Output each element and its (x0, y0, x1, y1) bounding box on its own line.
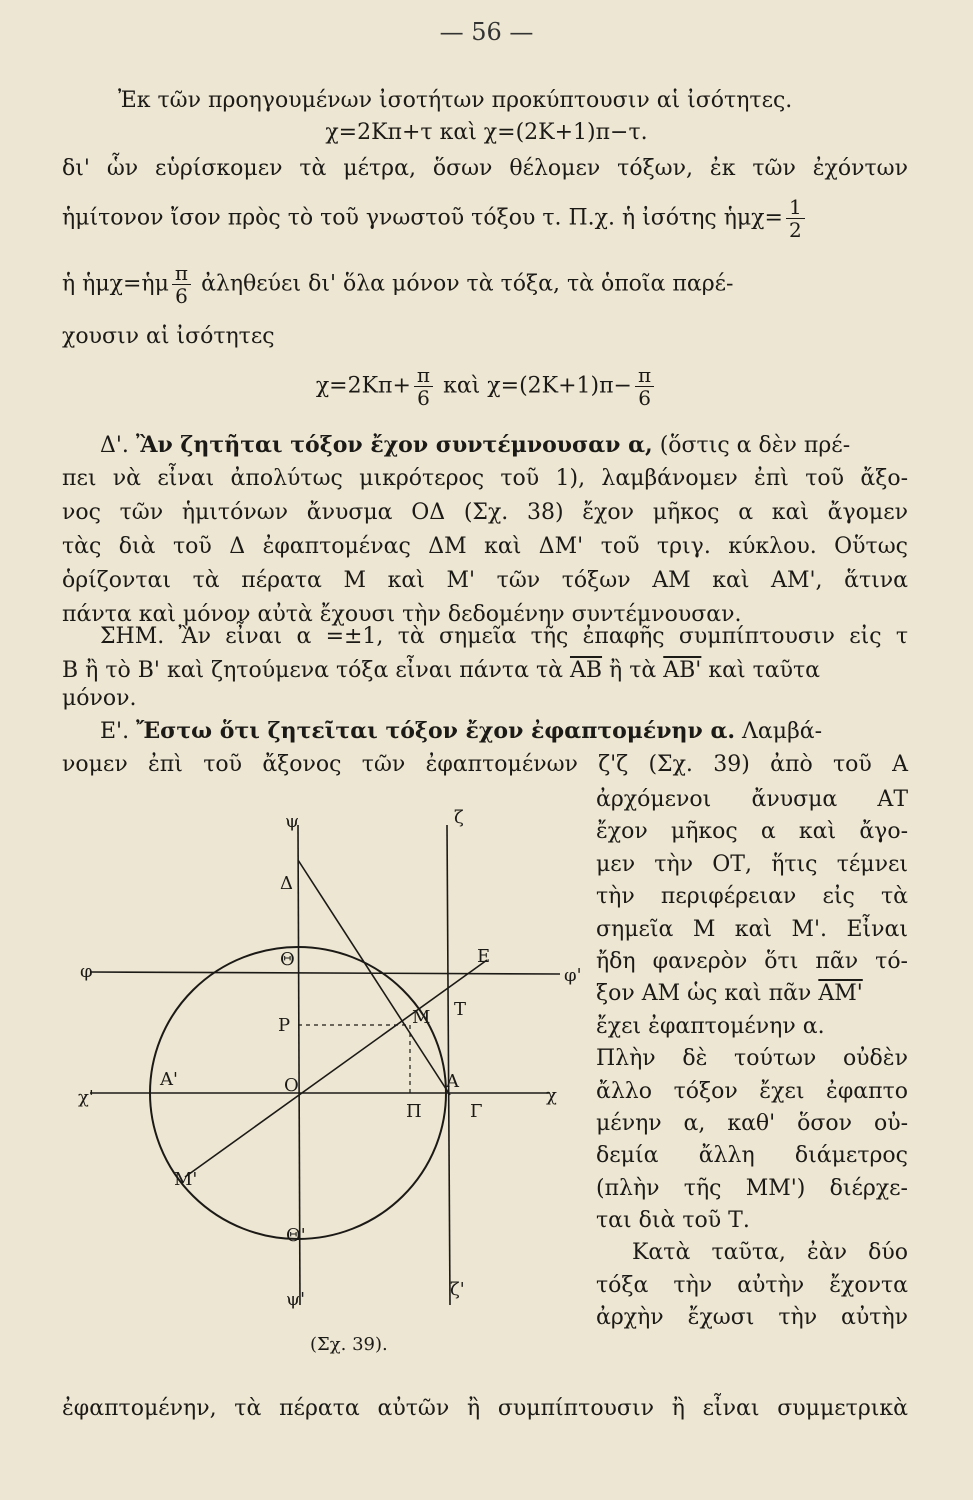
right-col-line: ἔχει ἐφαπτομένην α. (596, 1013, 825, 1039)
equation-2 (0, 364, 973, 409)
right-col-line: ἀρχὴν ἔχωσι τὴν αὐτὴν (596, 1305, 908, 1331)
note-or: ἢ τὰ (609, 658, 657, 683)
line-m-prime-t (185, 960, 487, 1177)
label-a-prime: Α' (160, 1069, 178, 1090)
label-zeta-bottom: ζ' (450, 1279, 465, 1300)
label-zeta-top: ζ (454, 807, 464, 828)
right-col-line: Κατὰ ταῦτα, ἐὰν δύο (632, 1240, 908, 1266)
label-o: Ο (284, 1075, 299, 1096)
label-delta: Δ (280, 873, 293, 894)
fraction-denominator: 6 (175, 284, 188, 308)
right-col-line: ται διὰ τοῦ Τ. (596, 1208, 750, 1234)
fraction-pi-sixth (635, 364, 654, 409)
label-t: Τ (454, 999, 467, 1020)
fraction-denominator: 6 (417, 386, 430, 410)
section-d-line-3: νος τῶν ἡμιτόνων ἄνυσμα ΟΔ (Σχ. 38) ἔχον μῆκος α καὶ ἄγομεν (62, 500, 908, 525)
note-line-3: μόνον. (62, 686, 137, 711)
intro-line: Ἐκ τῶν προηγουμένων ἰσοτήτων προκύπτουσιν αἱ ἰσότητες. (118, 88, 793, 113)
label-phi: φ (80, 961, 93, 982)
label-rho: Ρ (278, 1015, 291, 1036)
right-col-line: μένην α, καθ' ὅσον οὐ- (596, 1110, 908, 1136)
fraction-denominator: 2 (788, 218, 802, 242)
label-m-prime: Μ' (174, 1169, 198, 1190)
right-col-line: ἀρχόμενοι ἄνυσμα ΑΤ (596, 787, 908, 812)
label-theta: Θ (280, 949, 295, 970)
fraction-one-half (786, 196, 805, 241)
fraction-numerator: π (635, 364, 654, 387)
label-pi: Π (406, 1101, 422, 1122)
label-psi-top: ψ (285, 811, 300, 832)
fraction-numerator: 1 (786, 196, 805, 219)
right-col-line: ἔχον μῆκος α καὶ ἄγο- (596, 819, 908, 845)
right-col-line-text: ξον ΑΜ ὡς καὶ πᾶν (596, 981, 812, 1007)
paragraph-1-line-3-end: ἀληθεύει δι' ὅλα μόνον τὰ τόξα, τὰ ὁποῖα παρέ- (201, 271, 734, 297)
label-chi-prime: χ' (78, 1087, 94, 1108)
label-chi: χ (546, 1085, 557, 1106)
fraction-pi-sixth (172, 262, 191, 307)
equation-1: χ=2Κπ+τ καὶ χ=(2Κ+1)π−τ. (325, 120, 648, 145)
section-d-label: Δ'. (100, 433, 129, 458)
arc-am-prime: ΑΜ' (818, 981, 863, 1007)
axis-zeta (447, 825, 450, 1305)
fraction-numerator: π (172, 262, 191, 285)
right-col-line: μεν τὴν ΟΤ, ἥτις τέμνει (596, 851, 908, 877)
right-col-line: τὴν περιφέρειαν εἰς τὰ (596, 884, 908, 910)
paragraph-1-line-2-text: ἡμίτονον ἴσον πρὸς τὸ τοῦ γνωστοῦ τόξου τ. Π.χ. ἡ ἰσότης ἡμχ= (62, 205, 783, 231)
paragraph-1-line-3 (62, 262, 908, 307)
section-d-line-2: πει νὰ εἶναι ἀπολύτως μικρότερος τοῦ 1), λαμβάνομεν ἐπὶ τοῦ ἄξο- (62, 466, 908, 491)
section-d-line-6: πάντα καὶ μόνον αὐτὰ ἔχουσι τὴν δεδομένην συντέμνουσαν. (62, 602, 742, 627)
paragraph-1-line-3-start: ἡ ἡμχ=ἡμ (62, 271, 169, 297)
equation-2-part-2: καὶ χ=(2Κ+1)π− (443, 373, 632, 399)
note-line-2 (62, 656, 908, 686)
label-theta-prime: Θ' (286, 1225, 306, 1246)
equation-2-part-1: χ=2Κπ+ (315, 373, 411, 399)
label-a: Α (446, 1071, 459, 1092)
right-col-line: σημεῖα Μ καὶ Μ'. Εἶναι (596, 916, 908, 942)
right-col-line: δεμία ἄλλη διάμετρος (596, 1143, 908, 1169)
right-col-line: Πλὴν δὲ τούτων οὐδὲν (596, 1046, 908, 1072)
right-column-text (596, 784, 908, 1335)
section-e-label: Ε'. (100, 719, 130, 744)
section-e-heading: Ἔστω ὅτι ζητεῖται τόξον ἔχον ἐφαπτομένην α. (136, 718, 736, 744)
section-e-line-2: νομεν ἐπὶ τοῦ ἄξονος τῶν ἐφαπτομένων ζ'ζ (Σχ. 39) ἀπὸ τοῦ Α (62, 752, 908, 777)
section-d-heading: Ἂν ζητῆται τόξον ἔχον συντέμνουσαν α, (135, 432, 653, 458)
line-delta-a (298, 860, 450, 1095)
fraction-pi-sixth (414, 364, 433, 409)
last-line: ἐφαπτομένην, τὰ πέρατα αὐτῶν ἢ συμπίπτουσιν ἢ εἶναι συμμετρικὰ (62, 1396, 908, 1421)
axis-phi (90, 972, 560, 974)
paragraph-1-line-2 (62, 196, 908, 241)
fraction-denominator: 6 (638, 386, 651, 410)
note-line-1: ΣΗΜ. Ἂν εἶναι α =±1, τὰ σημεῖα τῆς ἐπαφῆς συμπίπτουσιν εἰς τ (100, 624, 908, 649)
fraction-numerator: π (414, 364, 433, 387)
section-e-line-1-rest: Λαμβά- (742, 719, 823, 744)
label-epsilon: Ε (477, 946, 491, 967)
section-d-line-4: τὰς διὰ τοῦ Δ ἐφαπτομένας ΔΜ καὶ ΔΜ' τοῦ τριγ. κύκλου. Οὕτως (62, 534, 908, 559)
page-number: — 56 — (439, 18, 534, 46)
figure-39-diagram (70, 805, 590, 1335)
label-m: Μ (412, 1007, 431, 1028)
section-d-line-1-rest: (ὅστις α δὲν πρέ- (659, 433, 851, 458)
label-psi-bottom: ψ' (286, 1289, 306, 1310)
right-col-line-with-arc (596, 978, 908, 1010)
note-line-2-start: Β ἢ τὸ Β' καὶ ζητούμενα τόξα εἶναι πάντα τὰ (62, 658, 563, 683)
paragraph-1-line-4: χουσιν αἱ ἰσότητες (62, 324, 275, 349)
right-col-line: (πλὴν τῆς ΜΜ') διέρχε- (596, 1175, 908, 1201)
arc-ab: $\overline{AB}$ (569, 658, 603, 683)
section-d-line-1 (100, 430, 908, 461)
note-line-2-end: καὶ ταῦτα (708, 658, 821, 683)
figure-caption: (Σχ. 39). (310, 1334, 388, 1355)
paragraph-1-line-1: δι' ὧν εὑρίσκομεν τὰ μέτρα, ὅσων θέλομεν τόξων, ἐκ τῶν ἐχόντων (62, 156, 908, 181)
section-d-line-5: ὁρίζονται τὰ πέρατα Μ καὶ Μ' τῶν τόξων ΑΜ καὶ ΑΜ', ἅτινα (62, 568, 908, 593)
label-phi-prime: φ' (564, 965, 582, 986)
right-col-line: τόξα τὴν αὐτὴν ἔχοντα (596, 1272, 908, 1298)
right-col-line: ἄλλο τόξον ἔχει ἐφαπτο (596, 1078, 908, 1104)
label-gamma: Γ (470, 1101, 483, 1122)
section-e-line-1 (100, 716, 908, 747)
right-col-line: ἤδη φανερὸν ὅτι πᾶν τό- (596, 948, 908, 974)
arc-ab-prime: ΑΒ' (663, 658, 702, 683)
